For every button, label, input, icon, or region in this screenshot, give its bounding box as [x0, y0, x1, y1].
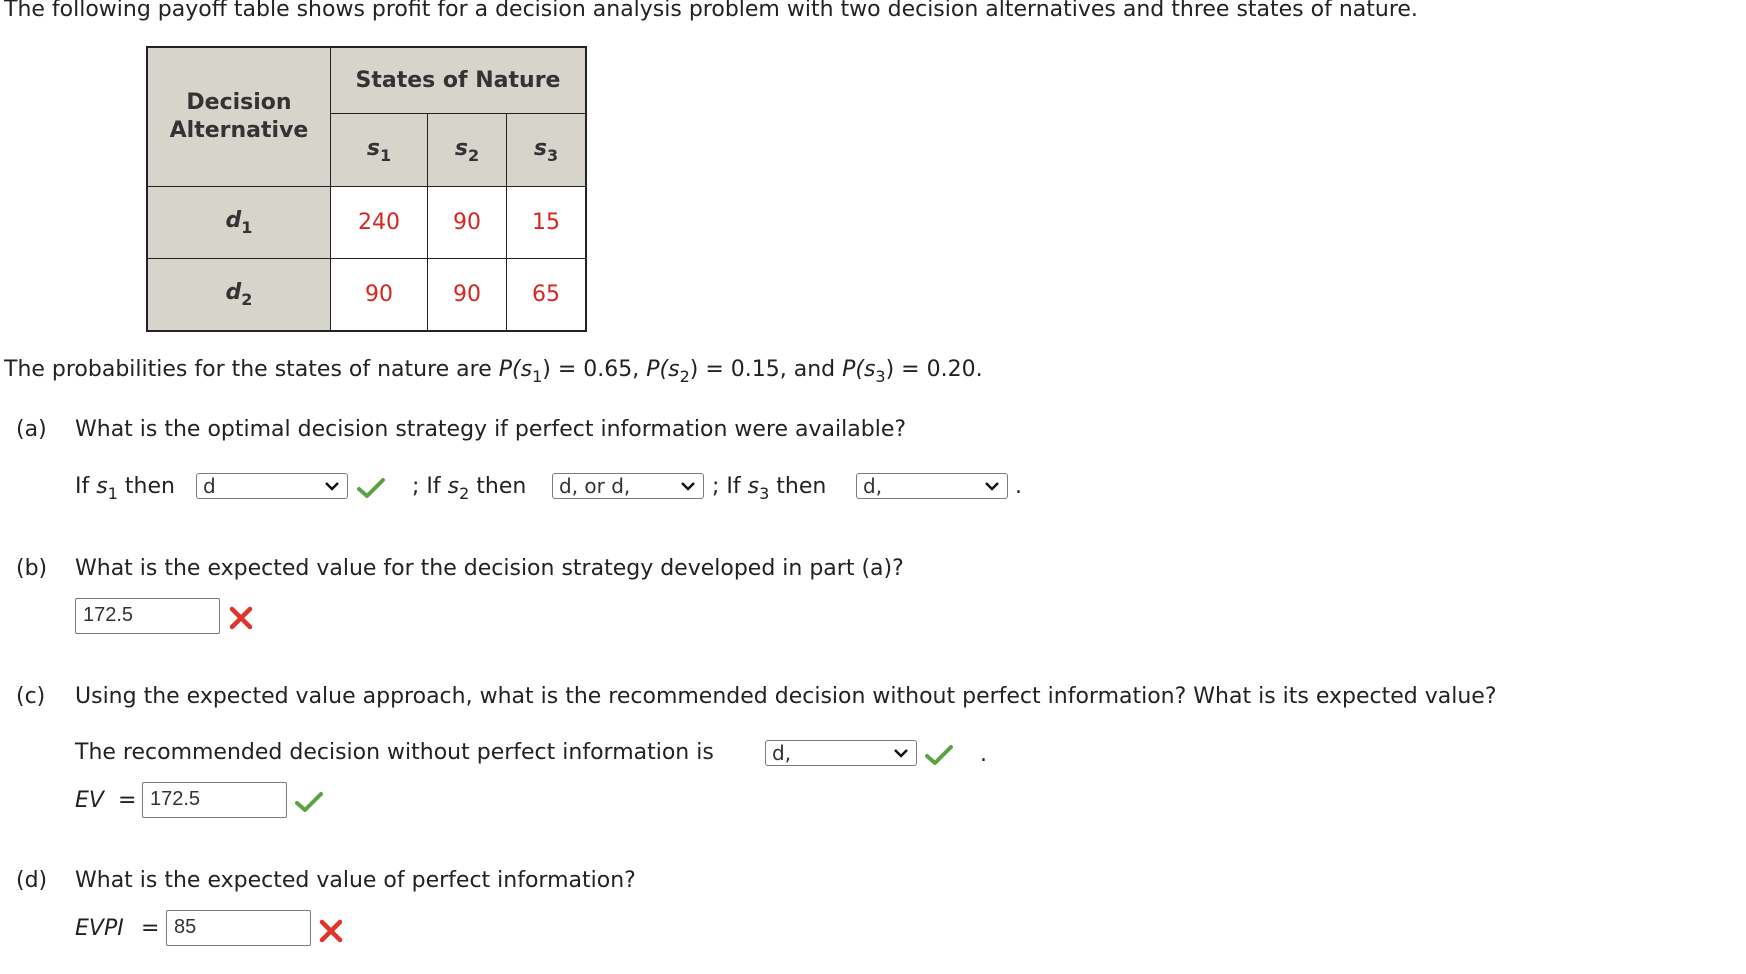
part-c-label: (c)	[16, 684, 46, 709]
part-d-label: (d)	[16, 868, 48, 893]
ev-input[interactable]: 172.5	[142, 782, 287, 818]
select-value: d,	[772, 741, 792, 765]
incorrect-x-icon	[318, 918, 344, 944]
decision-alternative-header	[147, 47, 331, 187]
header-line-1: Decision	[186, 90, 292, 115]
evpi-input[interactable]: 85	[166, 910, 311, 946]
chevron-down-icon	[892, 744, 910, 762]
recommended-decision-text: The recommended decision without perfect information is	[75, 740, 714, 765]
part-b-question: What is the expected value for the decision strategy developed in part (a)?	[75, 556, 904, 581]
part-c-end: .	[980, 742, 987, 767]
table-row	[147, 187, 586, 259]
chevron-down-icon	[679, 477, 697, 495]
select-value: d, or d,	[559, 474, 631, 498]
strategy-s3-select[interactable]	[856, 473, 1008, 499]
probabilities-text: The probabilities for the states of nature are $P(s_1) = 0.65$, $P(s_2) = 0.15$, and $P(s_3) = 0.20$.	[4, 357, 983, 386]
payoff-cell: 65	[507, 259, 587, 332]
state-header-s1: $s_1$	[331, 114, 428, 187]
table-row	[147, 259, 586, 332]
state-header-s2: $s_2$	[428, 114, 507, 187]
checkmark-icon	[356, 476, 386, 500]
strategy-s1-select[interactable]	[196, 473, 348, 499]
strategy-s2-select[interactable]	[552, 473, 704, 499]
part-b-label: (b)	[16, 556, 48, 581]
intro-text: The following payoff table shows profit for a decision analysis problem with two decision alternatives and three states of nature.	[4, 0, 1418, 22]
payoff-cell: 90	[331, 259, 428, 332]
part-a-if1: If $s_1$ then	[75, 474, 175, 503]
select-value: d,	[863, 474, 883, 498]
checkmark-icon	[924, 743, 954, 767]
recommended-decision-select[interactable]	[765, 740, 917, 766]
select-value: d	[203, 474, 216, 498]
state-header-s3: $s_3$	[507, 114, 587, 187]
part-a-label: (a)	[16, 417, 47, 442]
payoff-cell: 240	[331, 187, 428, 259]
part-a-end: .	[1015, 474, 1022, 499]
row-header-d2: $d_2$	[147, 259, 331, 332]
chevron-down-icon	[323, 477, 341, 495]
checkmark-icon	[294, 790, 324, 814]
row-header-d1: $d_1$	[147, 187, 331, 259]
part-c-question: Using the expected value approach, what is the recommended decision without perfect information? What is its expected value?	[75, 684, 1497, 709]
part-d-question: What is the expected value of perfect information?	[75, 868, 636, 893]
states-of-nature-header: States of Nature	[331, 47, 587, 114]
part-a-question: What is the optimal decision strategy if perfect information were available?	[75, 417, 907, 442]
chevron-down-icon	[983, 477, 1001, 495]
ev-equals: =	[118, 788, 137, 813]
payoff-cell: 90	[428, 259, 507, 332]
ev-label: EV	[75, 788, 104, 813]
payoff-cell: 90	[428, 187, 507, 259]
evpi-equals: =	[141, 916, 160, 941]
incorrect-x-icon	[228, 605, 254, 631]
header-line-2: Alternative	[169, 118, 309, 143]
part-a-if3: ; If $s_3$ then	[712, 474, 827, 503]
part-a-if2: ; If $s_2$ then	[412, 474, 527, 503]
payoff-table	[146, 46, 587, 332]
expected-value-input[interactable]: 172.5	[75, 598, 220, 634]
evpi-label: EVPI	[75, 916, 124, 941]
payoff-cell: 15	[507, 187, 587, 259]
